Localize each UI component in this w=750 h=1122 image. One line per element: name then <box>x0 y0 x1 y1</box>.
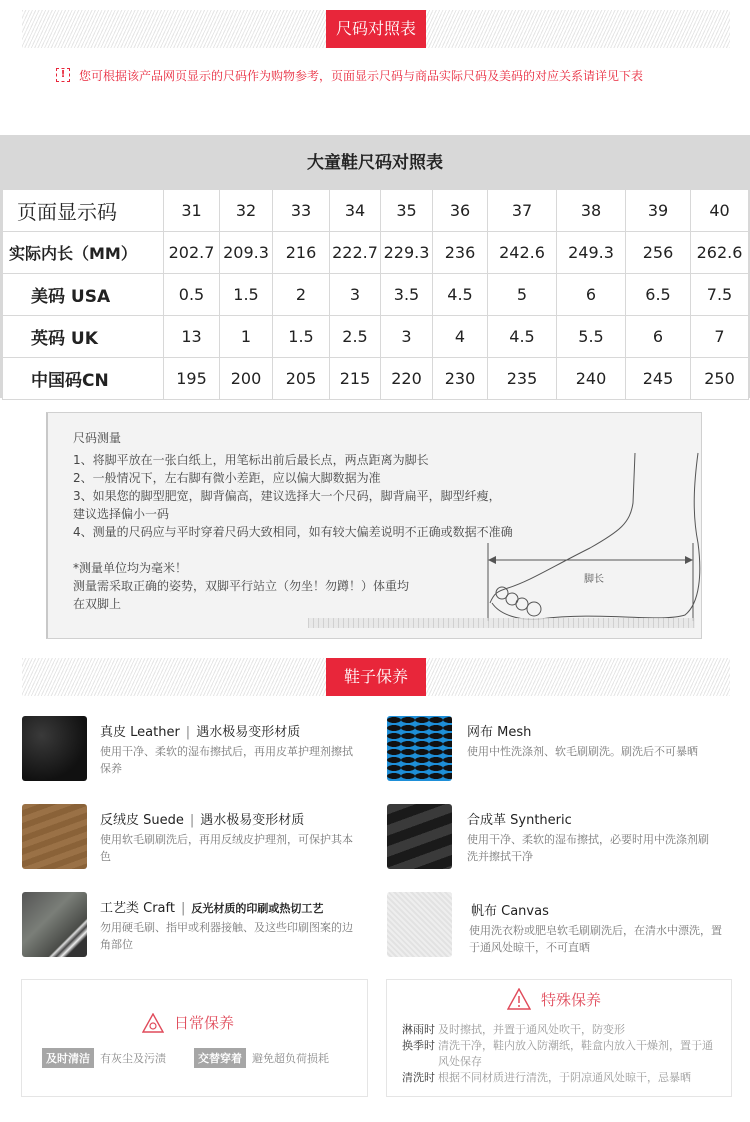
measurement-steps <box>73 451 513 541</box>
leather-swatch-icon <box>22 716 87 781</box>
measurement-title: 尺码测量 <box>73 431 122 445</box>
size-cell: 3 <box>381 316 433 358</box>
size-row-label: 页面显示码 <box>3 190 164 232</box>
size-cell: 35 <box>381 190 433 232</box>
care-item-warning: 遇水极易变形材质 <box>200 813 305 828</box>
size-cell: 2.5 <box>330 316 381 358</box>
care-item-leather: 真皮 Leather | 遇水极易变形材质 使用干净、柔软的湿布擦拭后，再用皮革护理剂擦拭保养 <box>22 716 382 786</box>
size-cell: 220 <box>381 358 433 400</box>
size-cell: 3 <box>330 274 381 316</box>
size-table-row <box>3 358 749 400</box>
size-cell: 39 <box>626 190 691 232</box>
size-table <box>0 135 750 398</box>
foot-diagram-icon <box>480 443 702 633</box>
size-cell: 209.3 <box>220 232 273 274</box>
measurement-step: 2、一般情况下，左右脚有微小差距，应以偏大脚数据为准 <box>73 471 381 485</box>
care-item-name: 真皮 Leather <box>100 725 180 740</box>
care-item-warning: 反光材质的印刷或热切工艺 <box>191 902 324 915</box>
size-cell: 242.6 <box>488 232 557 274</box>
size-cell: 4.5 <box>433 274 488 316</box>
size-cell: 245 <box>626 358 691 400</box>
size-cell: 5.5 <box>557 316 626 358</box>
size-cell: 7 <box>691 316 749 358</box>
care-item-craft: 工艺类 Craft | 反光材质的印刷或热切工艺 勿用硬毛刷、指甲或利器接触、及这些印刷图案的边角部位 <box>22 892 382 962</box>
measurement-step: 建议选择偏小一码 <box>73 507 170 521</box>
special-care-row: 淋雨时 及时擦拭，并置于通风处吹干，防变形 <box>402 1023 625 1036</box>
size-cell: 205 <box>273 358 330 400</box>
care-item-name: 合成革 Syntheric <box>467 813 572 828</box>
size-cell: 32 <box>220 190 273 232</box>
size-cell: 229.3 <box>381 232 433 274</box>
daily-care-tag: 及时清洁 <box>42 1048 94 1068</box>
care-item-mesh <box>387 716 747 786</box>
size-cell: 236 <box>433 232 488 274</box>
daily-care-box <box>21 979 368 1097</box>
care-item-name: 帆布 Canvas <box>471 904 549 919</box>
care-item-synthetic <box>387 804 747 874</box>
daily-care-tag-text: 避免超负荷损耗 <box>252 1052 329 1065</box>
warning-triangle-icon <box>507 988 531 1010</box>
daily-care-tags <box>42 1048 357 1068</box>
size-cell: 2 <box>273 274 330 316</box>
size-row-label: 实际内长（MM） <box>3 232 164 274</box>
size-cell: 40 <box>691 190 749 232</box>
size-cell: 37 <box>488 190 557 232</box>
care-item-suede: 反绒皮 Suede | 遇水极易变形材质 使用软毛刷刷洗后，再用反绒皮护理剂，可保护其本色 <box>22 804 382 874</box>
care-item-desc: 勿用硬毛刷、指甲或利器接触、及这些印刷图案的边角部位 <box>100 921 353 951</box>
size-cell: 200 <box>220 358 273 400</box>
care-banner-label: 鞋子保养 <box>326 658 426 696</box>
measurement-step: 4、测量的尺码应与平时穿着尺码大致相同，如有较大偏差说明不正确或数据不准确 <box>73 525 513 539</box>
care-item-name: 网布 Mesh <box>467 725 532 740</box>
warning-icon: ! <box>56 68 70 82</box>
size-cell: 230 <box>433 358 488 400</box>
size-cell: 1.5 <box>220 274 273 316</box>
size-table-row <box>3 190 749 232</box>
size-cell: 36 <box>433 190 488 232</box>
size-table-row <box>3 232 749 274</box>
size-row-label: 中国码CN <box>3 358 164 400</box>
size-cell: 262.6 <box>691 232 749 274</box>
care-item-name: 反绒皮 Suede <box>100 813 184 828</box>
size-cell: 3.5 <box>381 274 433 316</box>
size-cell: 6.5 <box>626 274 691 316</box>
suede-swatch-icon <box>22 804 87 869</box>
size-cell: 0.5 <box>164 274 220 316</box>
special-care-row: 清洗时 根据不同材质进行清洗，于阴凉通风处晾干，忌暴晒 <box>402 1071 691 1084</box>
size-cell: 5 <box>488 274 557 316</box>
canvas-swatch-icon <box>387 892 452 957</box>
size-cell: 202.7 <box>164 232 220 274</box>
size-cell: 1.5 <box>273 316 330 358</box>
size-cell: 6 <box>626 316 691 358</box>
size-cell: 4 <box>433 316 488 358</box>
size-cell: 249.3 <box>557 232 626 274</box>
daily-care-tag-text: 有灰尘及污渍 <box>100 1052 166 1065</box>
measurement-note <box>73 559 453 613</box>
daily-care-title: 日常保养 <box>174 1014 235 1032</box>
size-table-row <box>3 316 749 358</box>
care-banner <box>22 658 730 696</box>
special-care-box <box>386 979 732 1097</box>
size-cell: 240 <box>557 358 626 400</box>
special-care-row: 换季时 清洗干净，鞋内放入防潮纸，鞋盒内放入干燥剂，置于通风处保存 <box>402 1039 713 1068</box>
size-cell: 222.7 <box>330 232 381 274</box>
size-notice <box>56 66 730 84</box>
size-cell: 216 <box>273 232 330 274</box>
care-item-desc: 使用洗衣粉或肥皂软毛刷刷洗后，在清水中漂洗，置于通风处晾干，不可直晒 <box>469 924 722 954</box>
care-item-desc: 使用中性洗涤剂、软毛刷刷洗。刷洗后不可暴晒 <box>467 745 698 758</box>
size-cell: 4.5 <box>488 316 557 358</box>
size-cell: 6 <box>557 274 626 316</box>
measurement-step: 3、如果您的脚型肥宽，脚背偏高，建议选择大一个尺码，脚背扁平，脚型纤瘦， <box>73 489 501 503</box>
size-cell: 13 <box>164 316 220 358</box>
measurement-note-line: 测量需采取正确的姿势，双脚平行站立（勿坐！勿蹲！）体重均 <box>73 579 410 593</box>
size-table-title: 大童鞋尺码对照表 <box>307 153 443 173</box>
special-care-title: 特殊保养 <box>541 990 602 1009</box>
size-table-grid <box>2 189 749 400</box>
size-cell: 235 <box>488 358 557 400</box>
daily-care-tag: 交替穿着 <box>194 1048 246 1068</box>
measurement-guide <box>46 412 702 639</box>
ruler-graphic <box>308 618 695 628</box>
care-item-desc: 使用软毛刷刷洗后，再用反绒皮护理剂，可保护其本色 <box>100 833 353 863</box>
size-cell: 7.5 <box>691 274 749 316</box>
care-item-desc: 使用干净、柔软的湿布擦拭后，再用皮革护理剂擦拭保养 <box>100 745 353 775</box>
care-item-desc: 使用干净、柔软的湿布擦拭，必要时用中洗涤剂刷洗并擦拭干净 <box>467 833 709 863</box>
size-cell: 250 <box>691 358 749 400</box>
care-item-canvas <box>387 892 747 962</box>
size-cell: 215 <box>330 358 381 400</box>
synthetic-swatch-icon <box>387 804 452 869</box>
size-cell: 34 <box>330 190 381 232</box>
size-notice-text: 您可根据该产品网页显示的尺码作为购物参考，页面显示尺码与商品实际尺码及美码的对应关系请详见下表 <box>79 68 644 83</box>
mesh-swatch-icon <box>387 716 452 781</box>
size-row-label: 美码 USA <box>3 274 164 316</box>
size-chart-banner <box>22 10 730 48</box>
size-cell: 1 <box>220 316 273 358</box>
size-cell: 38 <box>557 190 626 232</box>
measurement-note-line: *测量单位均为毫米！ <box>73 561 188 575</box>
size-chart-banner-label: 尺码对照表 <box>326 10 426 48</box>
measurement-step: 1、将脚平放在一张白纸上，用笔标出前后最长点，两点距离为脚长 <box>73 453 429 467</box>
care-item-warning: 遇水极易变形材质 <box>196 725 301 740</box>
svg-text:脚长: 脚长 <box>584 574 604 585</box>
warning-triangle-icon <box>142 1013 164 1033</box>
size-cell: 31 <box>164 190 220 232</box>
size-row-label: 英码 UK <box>3 316 164 358</box>
special-care-rows <box>402 1022 718 1086</box>
size-cell: 195 <box>164 358 220 400</box>
size-cell: 256 <box>626 232 691 274</box>
craft-swatch-icon <box>22 892 87 957</box>
care-item-name: 工艺类 Craft <box>100 901 175 916</box>
measurement-note-line: 在双脚上 <box>73 597 122 611</box>
size-table-row <box>3 274 749 316</box>
size-cell: 33 <box>273 190 330 232</box>
